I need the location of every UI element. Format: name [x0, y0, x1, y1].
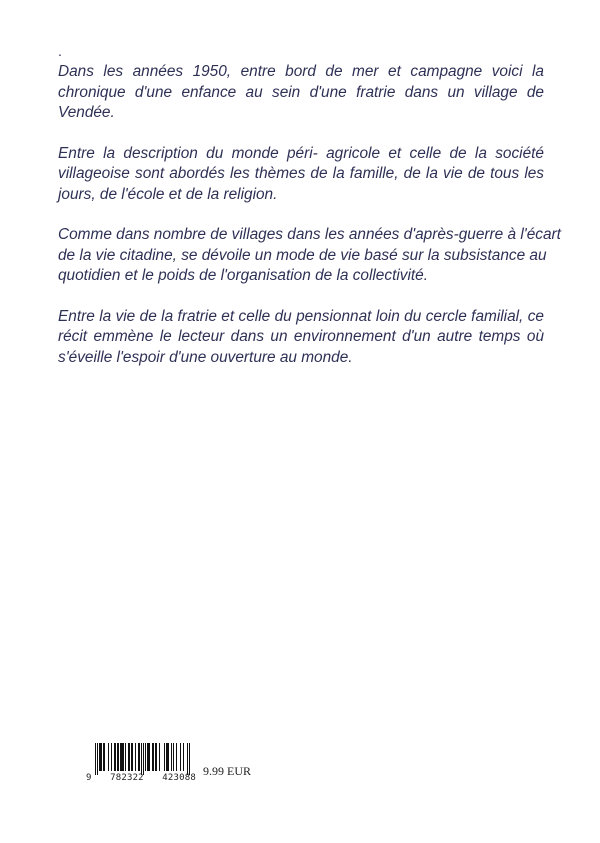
price-label: 9.99 EUR: [203, 764, 251, 778]
barcode-bar: [132, 743, 133, 771]
paragraph-2: [58, 144, 544, 206]
barcode-bar: [168, 743, 169, 771]
barcode-bar: [123, 743, 124, 771]
barcode-bar: [118, 743, 119, 771]
barcode-bar: [176, 743, 177, 771]
barcode-bar: [117, 743, 118, 771]
barcode-bar: [129, 743, 130, 771]
paragraph-4: [58, 307, 544, 369]
barcode-bar: [145, 743, 146, 771]
barcode-digit-first: 9: [86, 773, 92, 783]
isbn-barcode: [86, 743, 196, 787]
paragraph-line: récit emmène le lecteur dans un environnement d'un autre temps où: [58, 328, 544, 345]
barcode-bar: [111, 743, 112, 771]
barcode-bar: [138, 743, 139, 771]
paragraph-line: Entre la description du monde péri- agricole et celle de la société: [58, 144, 544, 162]
barcode-bar: [166, 743, 167, 771]
paragraph-line: quotidien et le poids de l'organisation de la collectivité.: [58, 267, 428, 284]
barcode-bar: [135, 743, 136, 771]
barcode-bar: [103, 743, 104, 771]
dot-marker: .: [58, 43, 62, 59]
barcode-bar: [180, 743, 181, 771]
paragraph-line: villageoise sont abordés les thèmes de la famille, de la vie de tous les: [58, 165, 544, 182]
barcode-bar: [101, 743, 102, 771]
paragraph-line: Dans les années 1950, entre bord de mer et campagne voici la: [58, 63, 544, 80]
barcode-bar: [173, 743, 174, 771]
barcode-bar: [183, 743, 184, 771]
barcode-bar: [152, 743, 153, 771]
barcode-bar: [148, 743, 149, 771]
barcode-bar: [141, 743, 142, 775]
barcode-bar: [128, 743, 129, 771]
paragraph-line: s'éveille l'espoir d'une ouverture au monde.: [58, 348, 353, 366]
barcode-bar: [187, 743, 188, 775]
barcode-bar: [139, 743, 140, 771]
paragraph-line: jours, de l'école et de la religion.: [58, 185, 278, 203]
barcode-digit-group-1: 782322: [110, 773, 144, 783]
barcode-bar: [189, 743, 190, 775]
barcode-bar: [95, 743, 96, 775]
barcode-bar: [143, 743, 144, 775]
barcode-bar: [125, 743, 126, 771]
barcode-bars: [86, 743, 196, 777]
paragraph-line: de la vie citadine, se dévoile un mode de vie basé sur la subsistance au: [58, 246, 547, 264]
barcode-bar: [164, 743, 165, 771]
barcode-bar: [156, 743, 157, 771]
barcode-digits: [86, 773, 196, 783]
paragraph-3: [58, 225, 561, 287]
paragraph-1: [58, 62, 544, 124]
back-cover-text: [58, 43, 561, 388]
paragraph-line: Comme dans nombre de villages dans les années d'après-guerre à l'écart: [58, 226, 561, 243]
barcode-bar: [159, 743, 160, 771]
barcode-digit-group-2: 423088: [162, 773, 196, 783]
barcode-bar: [153, 743, 154, 771]
barcode-bar: [171, 743, 172, 771]
barcode-bar: [155, 743, 156, 771]
barcode-bar: [99, 743, 100, 771]
paragraph-line: chronique d'une enfance au sein d'une fratrie dans un village de: [58, 83, 544, 101]
barcode-bar: [97, 743, 98, 775]
barcode-bar: [100, 743, 101, 771]
barcode-bar: [121, 743, 122, 771]
paragraph-line: Vendée.: [58, 104, 115, 121]
barcode-bar: [147, 743, 148, 771]
barcode-bar: [115, 743, 116, 771]
barcode-bar: [120, 743, 121, 771]
barcode-bar: [104, 743, 105, 771]
barcode-bar: [122, 743, 123, 771]
paragraph-line: Entre la vie de la fratrie et celle du pensionnat loin du cercle familial, ce: [58, 307, 544, 325]
barcode-bar: [149, 743, 150, 771]
barcode-bar: [167, 743, 168, 771]
barcode-bar: [131, 743, 132, 771]
barcode-bar: [114, 743, 115, 771]
barcode-bar: [108, 743, 109, 771]
